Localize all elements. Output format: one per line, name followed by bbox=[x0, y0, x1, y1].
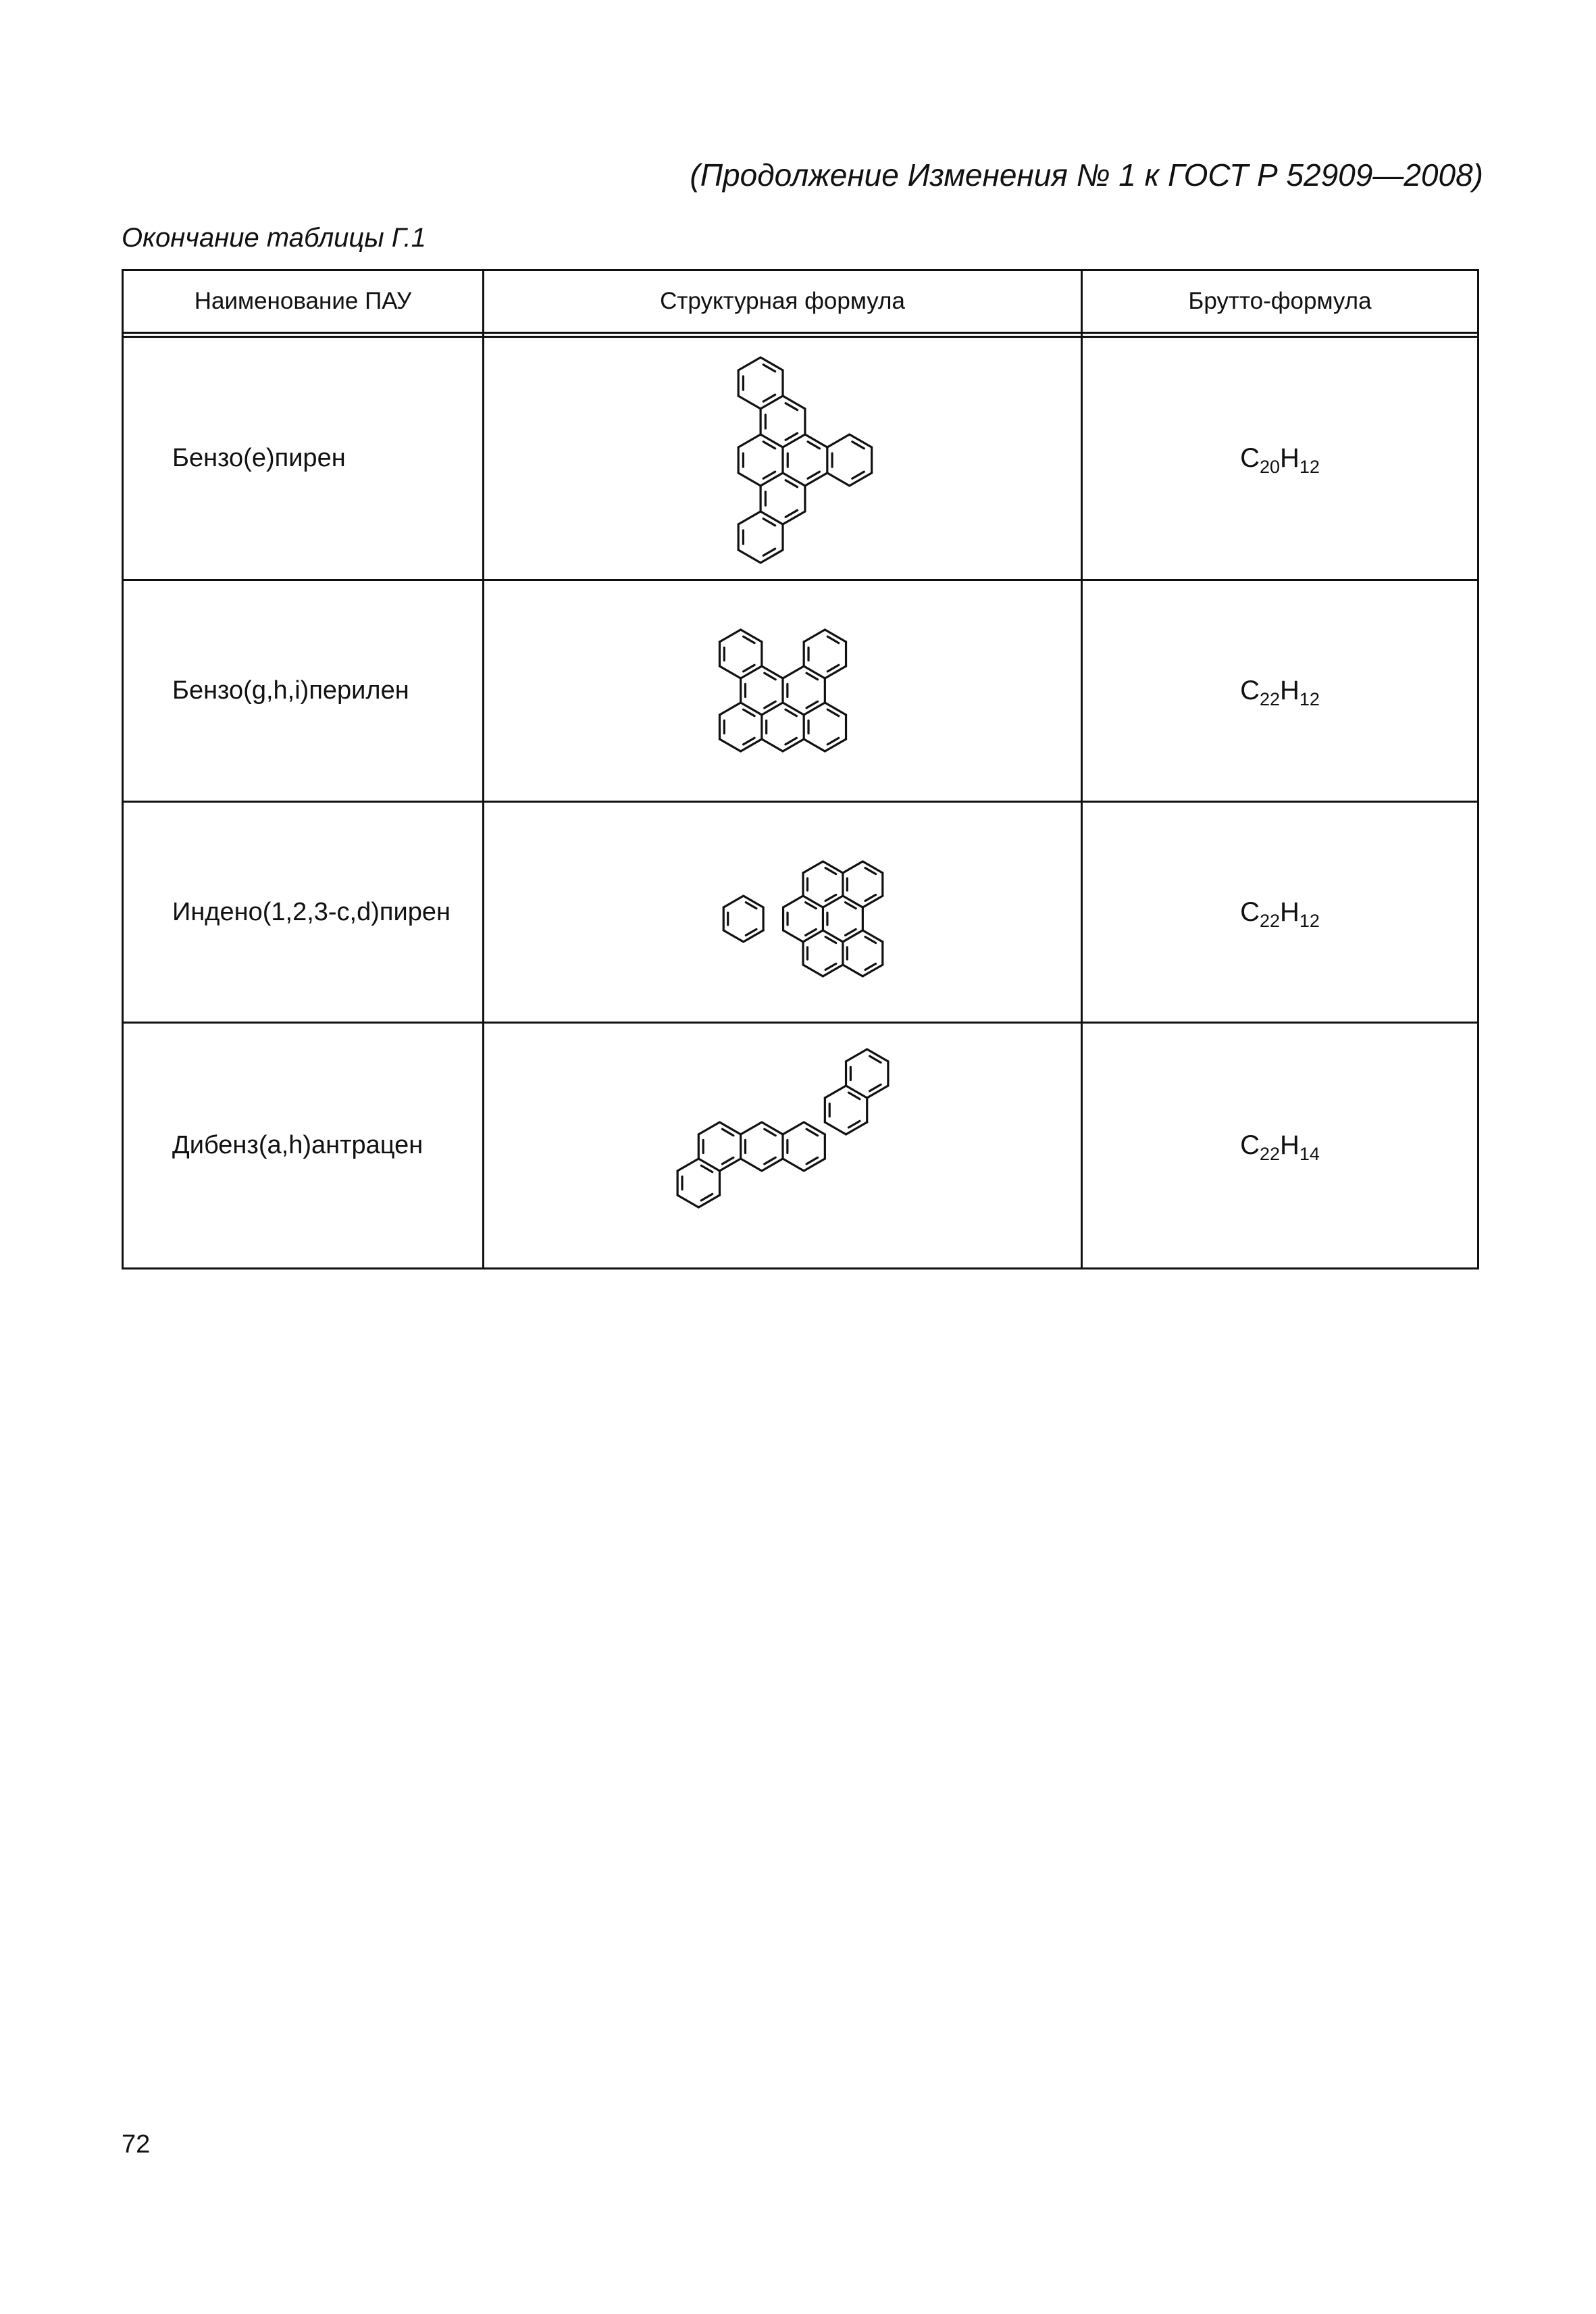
column-header-name: Наименование ПАУ bbox=[123, 270, 484, 333]
table-row bbox=[123, 802, 1478, 1023]
structure-cell bbox=[484, 580, 1082, 802]
table-row bbox=[123, 580, 1478, 802]
benzo-e-pyrene-structure-icon bbox=[486, 338, 1080, 578]
benzo-ghi-perylene-structure-icon bbox=[486, 582, 1080, 800]
dibenz-ah-anthracene-structure-icon bbox=[486, 1025, 1080, 1267]
structure-cell bbox=[484, 337, 1082, 580]
gross-formula: $C_{20}H_{12}$ bbox=[1082, 337, 1478, 580]
pah-name: Бензо(е)пирен bbox=[123, 337, 484, 580]
page-number: 72 bbox=[122, 2130, 151, 2159]
structure-cell bbox=[484, 802, 1082, 1023]
document-continuation-header: (Продолжение Изменения № 1 к ГОСТ Р 52909—2008) bbox=[690, 157, 1483, 193]
gross-formula: $C_{22}H_{12}$ bbox=[1082, 580, 1478, 802]
gross-formula: $C_{22}H_{12}$ bbox=[1082, 802, 1478, 1023]
table-row bbox=[123, 1023, 1478, 1269]
table-caption: Окончание таблицы Г.1 bbox=[122, 223, 426, 253]
gross-formula: $C_{22}H_{14}$ bbox=[1082, 1023, 1478, 1269]
pah-name: Индено(1,2,3-c,d)пирен bbox=[123, 802, 484, 1023]
table-header-row bbox=[123, 270, 1478, 333]
structure-cell bbox=[484, 1023, 1082, 1269]
pah-name: Дибенз(a,h)антрацен bbox=[123, 1023, 484, 1269]
indeno-123-cd-pyrene-structure-icon bbox=[486, 804, 1080, 1021]
pah-name: Бензо(g,h,i)перилен bbox=[123, 580, 484, 802]
pah-table bbox=[122, 269, 1479, 1269]
column-header-formula: Брутто-формула bbox=[1082, 270, 1478, 333]
column-header-structure: Структурная формула bbox=[484, 270, 1082, 333]
table-row bbox=[123, 337, 1478, 580]
